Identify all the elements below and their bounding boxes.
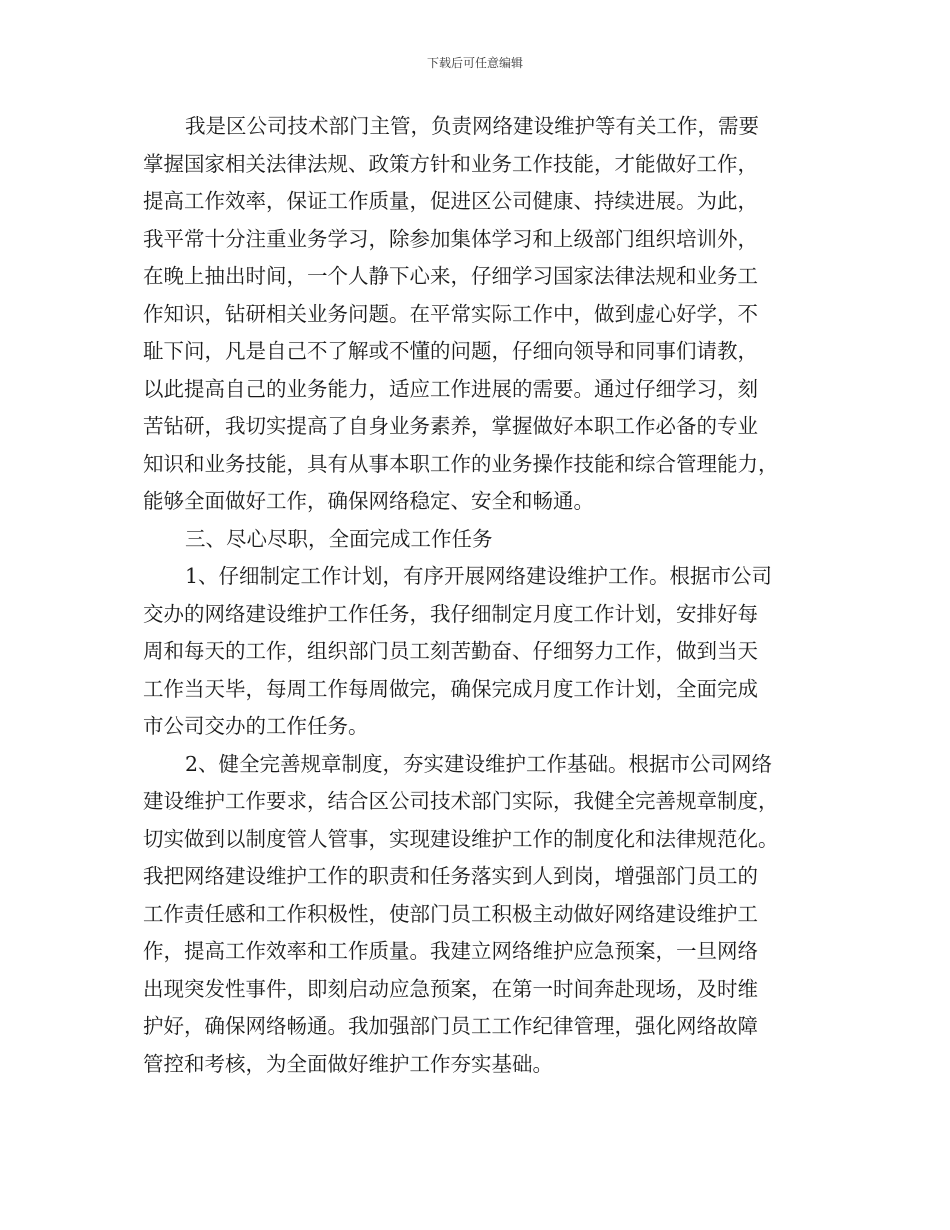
text-line: 以此提高自己的业务能力，适应工作进展的需要。通过仔细学习，刻 <box>143 376 758 401</box>
text-line: 2、健全完善规章制度，夯实建设维护工作基础。根据市公司网络 <box>185 751 773 776</box>
text-line: 工作责任感和工作积极性，使部门员工积极主动做好网络建设维护工 <box>143 901 758 926</box>
text-line: 交办的网络建设维护工作任务，我仔细制定月度工作计划，安排好每 <box>143 601 758 626</box>
text-line: 我是区公司技术部门主管，负责网络建设维护等有关工作，需要 <box>185 114 759 138</box>
text-line: 出现突发性事件，即刻启动应急预案，在第一时间奔赴现场，及时维 <box>143 976 758 1001</box>
text-line: 掌握国家相关法律法规、政策方针和业务工作技能，才能做好工作， <box>143 151 758 176</box>
text-line: 建设维护工作要求，结合区公司技术部门实际，我健全完善规章制度， <box>143 789 779 813</box>
text-line: 工作当天毕，每周工作每周做完，确保完成月度工作计划，全面完成 <box>143 676 758 701</box>
text-line: 提高工作效率，保证工作质量，促进区公司健康、持续进展。为此， <box>143 189 758 213</box>
text-line: 我平常十分注重业务学习，除参加集体学习和上级部门组织培训外， <box>143 226 758 251</box>
text-line: 在晚上抽出时间，一个人静下心来，仔细学习国家法律法规和业务工 <box>143 264 758 288</box>
text-line: 周和每天的工作，组织部门员工刻苦勤奋、仔细努力工作，做到当天 <box>143 639 758 663</box>
text-line: 知识和业务技能，具有从事本职工作的业务操作技能和综合管理能力， <box>143 451 779 476</box>
text-line: 能够全面做好工作，确保网络稳定、安全和畅通。 <box>143 489 594 513</box>
text-line: 切实做到以制度管人管事，实现建设维护工作的制度化和法律规范化。 <box>143 826 779 851</box>
text-line: 市公司交办的工作任务。 <box>143 714 369 738</box>
document-body <box>143 108 809 1083</box>
section-heading: 三、尽心尽职，全面完成工作任务 <box>185 526 493 551</box>
text-line: 耻下问，凡是自己不了解或不懂的问题，仔细向领导和同事们请教， <box>143 339 758 363</box>
text-line: 作，提高工作效率和工作质量。我建立网络维护应急预案，一旦网络 <box>143 939 758 963</box>
text-line: 1、仔细制定工作计划，有序开展网络建设维护工作。根据市公司 <box>185 564 773 588</box>
text-line: 苦钻研，我切实提高了自身业务素养，掌握做好本职工作必备的专业 <box>143 414 758 438</box>
page-header: 下载后可任意编辑 <box>426 56 523 70</box>
text-line: 护好，确保网络畅通。我加强部门员工工作纪律管理，强化网络故障 <box>143 1014 758 1038</box>
text-line: 我把网络建设维护工作的职责和任务落实到人到岗，增强部门员工的 <box>143 864 758 888</box>
text-line: 作知识，钻研相关业务问题。在平常实际工作中，做到虚心好学，不 <box>143 301 758 326</box>
text-line: 管控和考核，为全面做好维护工作夯实基础。 <box>143 1051 553 1076</box>
